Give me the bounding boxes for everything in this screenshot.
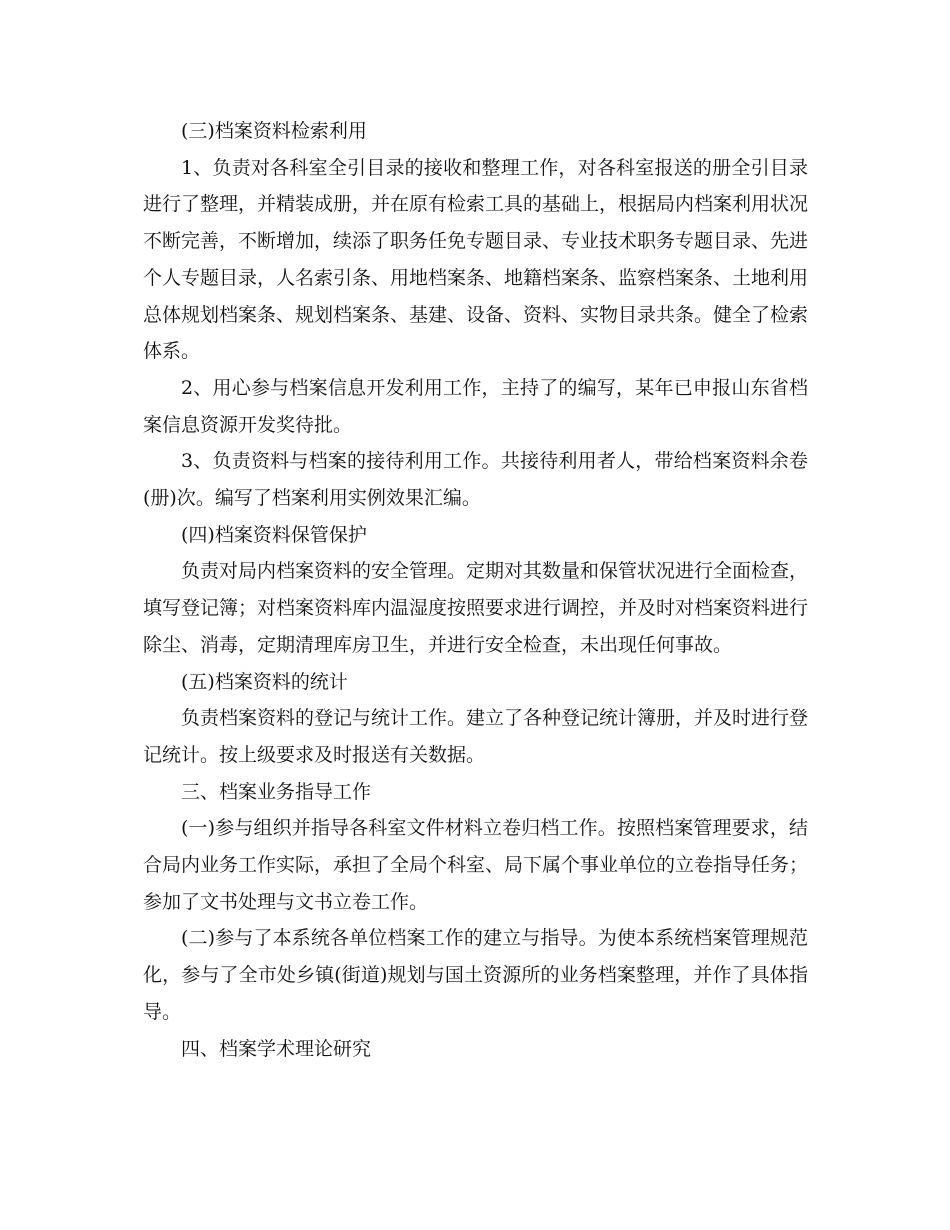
body-paragraph: (二)参与了本系统各单位档案工作的建立与指导。为使本系统档案管理规范化，参与了全市处乡镇(街道)规划与国土资源所的业务档案整理，并作了具体指导。 <box>143 927 808 1023</box>
body-paragraph: 2、用心参与档案信息开发利用工作，主持了的编写，某年已申报山东省档案信息资源开发奖待批。 <box>143 376 808 436</box>
body-paragraph: 负责对局内档案资料的安全管理。定期对其数量和保管状况进行全面检查，填写登记簿；对档案资料库内温湿度按照要求进行调控，并及时对档案资料进行除尘、消毒，定期清理库房卫生，并进行安全检查，未出现任何事故。 <box>143 560 809 656</box>
body-paragraph: 负责档案资料的登记与统计工作。建立了各种登记统计簿册，并及时进行登记统计。按上级要求及时报送有关数据。 <box>143 707 809 766</box>
section-heading: 四、档案学术理论研究 <box>181 1037 372 1060</box>
section-heading: 三、档案业务指导工作 <box>181 780 372 803</box>
document-body <box>143 113 808 1067</box>
body-paragraph: 1、负责对各科室全引目录的接收和整理工作，对各科室报送的册全引目录进行了整理，并精装成册，并在原有检索工具的基础上，根据局内档案利用状况不断完善，不断增加，续添了职务任免专题目录、专业技术职务专题目录、先进个人专题目录，人名索引条、用地档案条、地籍档案条、监察档案条、土地利用总体规划档案条、规划档案条、基建、设备、资料、实物目录共条。健全了检索体系。 <box>143 156 809 363</box>
body-paragraph: 3、负责资料与档案的接待利用工作。共接待利用者人，带给档案资料余卷(册)次。编写了档案利用实例效果汇编。 <box>143 450 808 510</box>
section-heading: (四)档案资料保管保护 <box>181 523 367 546</box>
section-heading: (三)档案资料检索利用 <box>181 120 367 142</box>
section-heading: (五)档案资料的统计 <box>181 670 348 693</box>
body-paragraph: (一)参与组织并指导各科室文件材料立卷归档工作。按照档案管理要求，结合局内业务工作实际，承担了全局个科室、局下属个事业单位的立卷指导任务；参加了文书处理与文书立卷工作。 <box>143 817 809 913</box>
